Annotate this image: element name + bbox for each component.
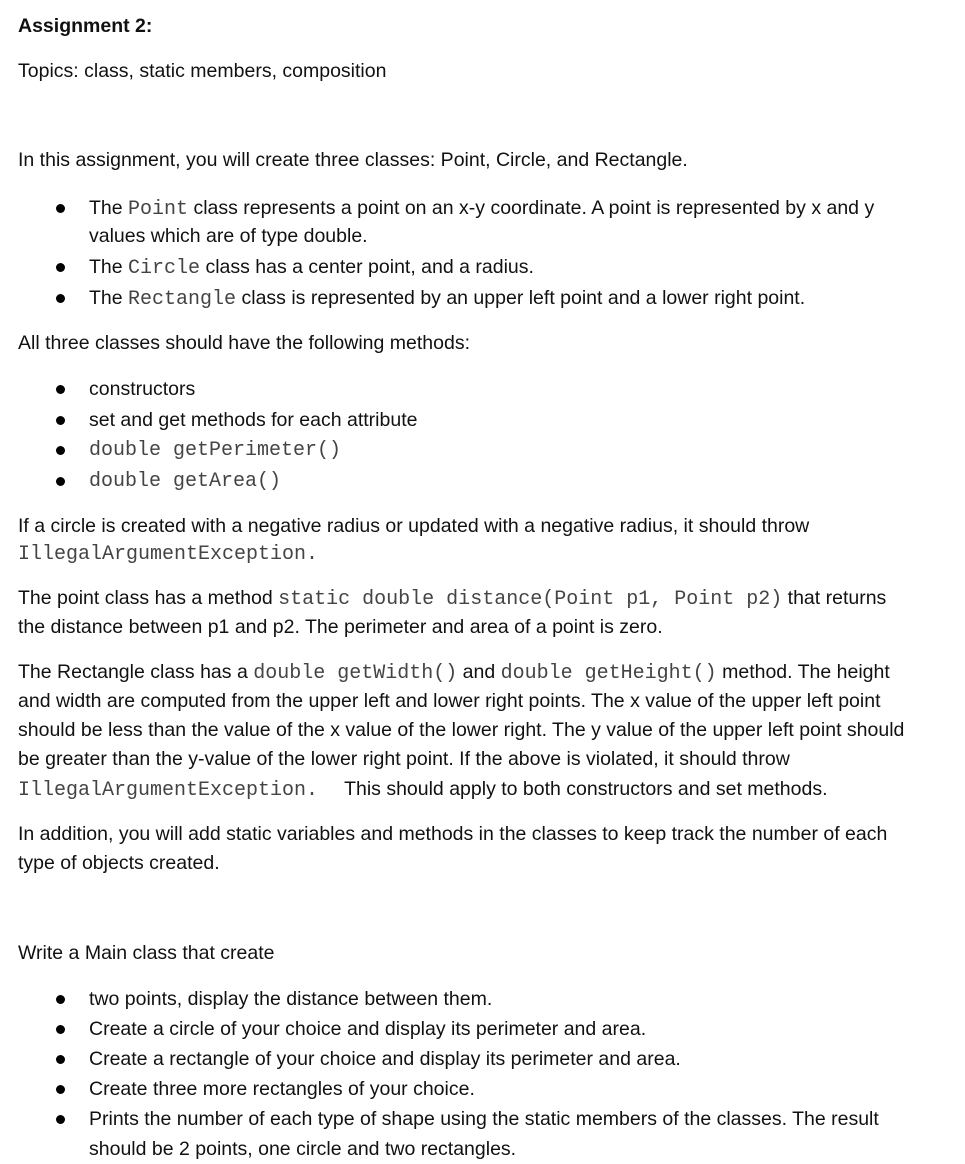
bullet-dot [56,263,65,272]
text: This should apply to both constructors and set methods. [344,778,828,800]
intro-line: In this assignment, you will create three classes: Point, Circle, and Rectangle. [18,149,688,171]
code-distance: static double distance(Point p1, Point p2) [278,588,783,611]
main-item: two points, display the distance between them. [89,988,493,1010]
main-item: Create a circle of your choice and display its perimeter and area. [89,1018,647,1040]
static-paragraph: In addition, you will add static variables and methods in the classes to keep track the number of each [18,823,888,845]
point-class-bullet [89,199,874,220]
exception-paragraph: If a circle is created with a negative radius or updated with a negative radius, it should throw [18,515,810,537]
method-item-code: double getArea() [89,470,282,493]
bullet-dot [56,446,65,455]
text: class represents a point on an x-y coordinate. A point is represented by x and y [188,197,875,219]
text: that returns [782,587,887,609]
text: The [89,197,129,219]
rectangle-paragraph-line3: should be less than the value of the x value of the lower right. The y value of the upper left point should [18,719,905,741]
point-class-bullet-cont: values which are of type double. [89,225,368,247]
bullet-dot [56,995,65,1004]
text: class is represented by an upper left point and a lower right point. [236,287,806,309]
static-paragraph-cont: type of objects created. [18,852,220,874]
rectangle-paragraph-line4: be greater than the y-value of the lower right point. If the above is violated, it should throw [18,748,790,770]
text: The [89,287,129,309]
text: method. The height [716,661,890,683]
bullet-dot [56,416,65,425]
bullet-dot [56,294,65,303]
text: The [89,256,129,278]
main-item-cont: should be 2 points, one circle and two rectangles. [89,1138,517,1160]
method-item-code: double getPerimeter() [89,439,342,462]
exception-code: IllegalArgumentException. [18,543,319,566]
method-item: set and get methods for each attribute [89,409,418,431]
circle-class-bullet [89,258,534,279]
bullet-dot [56,1055,65,1064]
main-heading: Write a Main class that create [18,942,275,964]
main-item: Prints the number of each type of shape using the static members of the classes. The result [89,1108,879,1130]
text: and [457,661,501,683]
bullet-dot [56,1115,65,1124]
bullet-dot [56,1085,65,1094]
rectangle-class-bullet [89,289,805,310]
bullet-dot [56,477,65,486]
bullet-dot [56,204,65,213]
methods-heading: All three classes should have the following methods: [18,332,471,354]
bullet-dot [56,1025,65,1034]
code-circle: Circle [128,257,201,280]
main-item: Create three more rectangles of your choice. [89,1078,475,1100]
rectangle-paragraph-line2: and width are computed from the upper left and lower right points. The x value of the upper left point [18,690,881,712]
rectangle-paragraph [18,663,890,684]
rectangle-paragraph-line5 [18,780,828,801]
text: The point class has a method [18,587,279,609]
distance-paragraph [18,589,886,610]
assignment-title: Assignment 2: [18,15,153,37]
code-getheight: double getHeight() [500,662,717,685]
text: The Rectangle class has a [18,661,254,683]
main-item: Create a rectangle of your choice and display its perimeter and area. [89,1048,681,1070]
code-getwidth: double getWidth() [253,662,458,685]
topics-line: Topics: class, static members, composition [18,60,387,82]
code-rectangle: Rectangle [128,288,237,311]
code-point: Point [128,198,189,221]
code-exception: IllegalArgumentException. [18,779,319,802]
distance-paragraph-cont: the distance between p1 and p2. The perimeter and area of a point is zero. [18,616,663,638]
text: class has a center point, and a radius. [200,256,534,278]
method-item: constructors [89,378,196,400]
bullet-dot [56,385,65,394]
